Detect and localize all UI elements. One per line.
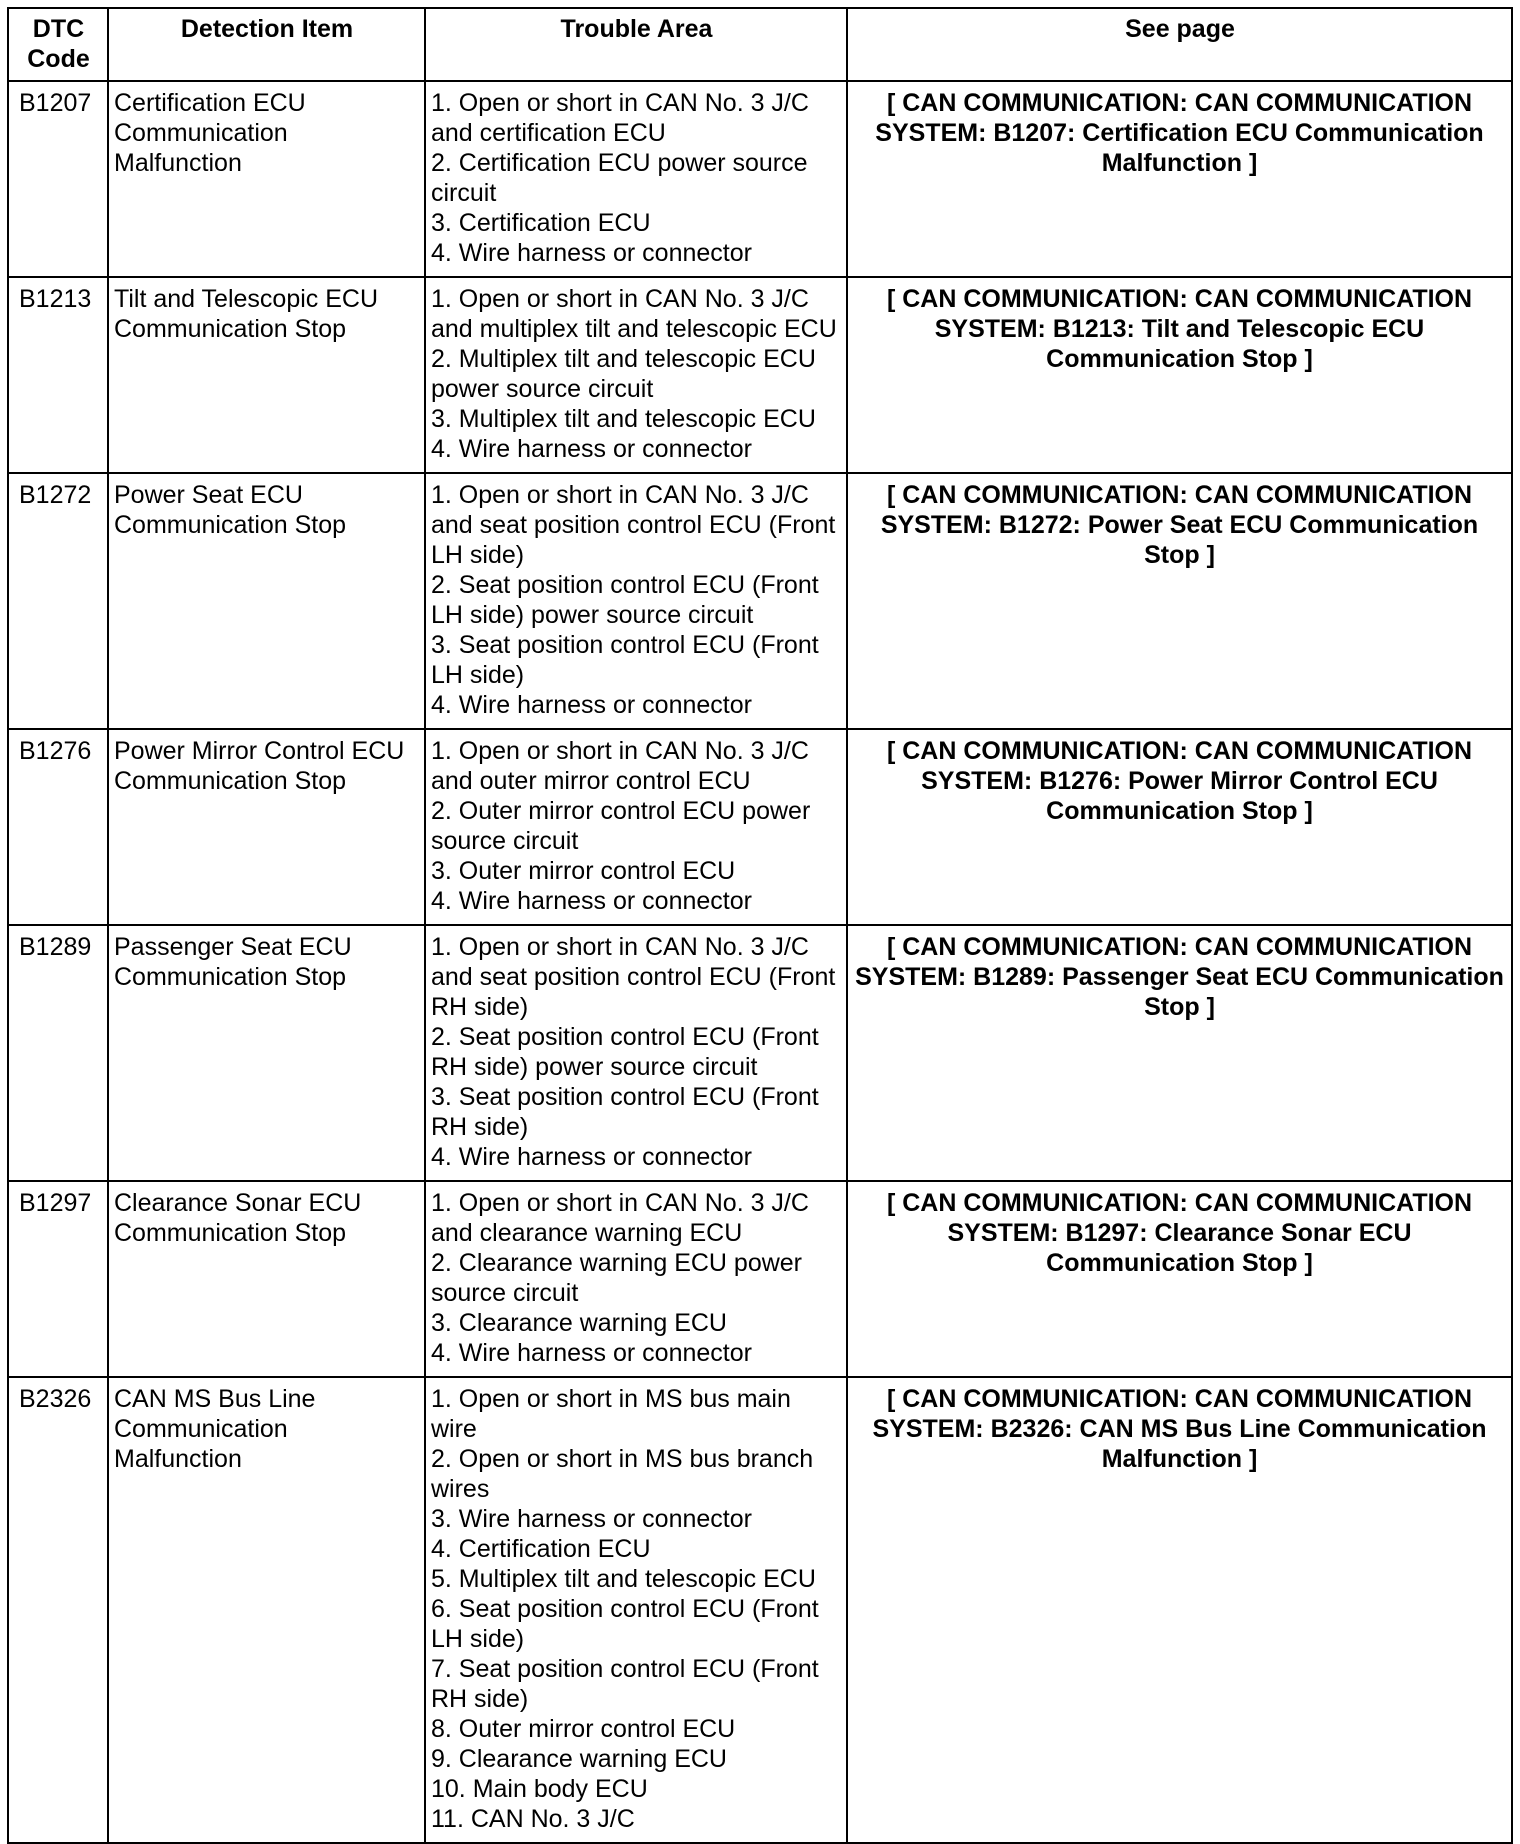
trouble-area-cell (425, 277, 847, 473)
trouble-area-cell (425, 1181, 847, 1377)
trouble-area-line: 8. Outer mirror control ECU (431, 1715, 736, 1743)
trouble-area-line: 11. CAN No. 3 J/C (431, 1805, 635, 1833)
trouble-area-line: 5. Multiplex tilt and telescopic ECU (431, 1565, 816, 1593)
dtc-table-container (7, 7, 1511, 1844)
table-header-row (8, 8, 1512, 81)
detection-item-line: Communication (114, 1415, 288, 1443)
trouble-area-line: 3. Multiplex tilt and telescopic ECU (431, 405, 816, 433)
see-page-link-line[interactable]: [ CAN COMMUNICATION: CAN COMMUNICATION (886, 1189, 1473, 1217)
trouble-area-line: power source circuit (431, 375, 654, 403)
trouble-area-line: 1. Open or short in MS bus main (431, 1385, 791, 1413)
trouble-area-line: 10. Main body ECU (431, 1775, 648, 1803)
see-page-link-line[interactable]: SYSTEM: B1272: Power Seat ECU Communication (880, 511, 1479, 539)
trouble-area-line: 2. Clearance warning ECU power (431, 1249, 803, 1277)
see-page-link-line[interactable]: SYSTEM: B2326: CAN MS Bus Line Communication (872, 1415, 1487, 1443)
trouble-area-line: 4. Certification ECU (431, 1535, 651, 1563)
detection-item-cell (108, 1181, 425, 1377)
detection-item-line: Malfunction (114, 1445, 242, 1473)
detection-item-cell (108, 1377, 425, 1843)
header-dtc-code-line: DTC (32, 15, 85, 43)
trouble-area-line: wire (431, 1415, 477, 1443)
see-page-link-line[interactable]: SYSTEM: B1289: Passenger Seat ECU Communication (855, 963, 1504, 991)
trouble-area-line: LH side) (431, 661, 525, 689)
trouble-area-line: RH side) (431, 993, 529, 1021)
see-page-link-line[interactable]: [ CAN COMMUNICATION: CAN COMMUNICATION (886, 89, 1473, 117)
trouble-area-line: and multiplex tilt and telescopic ECU (431, 315, 837, 343)
trouble-area-line: 1. Open or short in CAN No. 3 J/C (431, 933, 809, 961)
table-row (8, 729, 1512, 925)
detection-item-line: Communication Stop (114, 767, 347, 795)
trouble-area-cell (425, 729, 847, 925)
trouble-area-line: 9. Clearance warning ECU (431, 1745, 727, 1773)
detection-item-cell (108, 277, 425, 473)
trouble-area-line: source circuit (431, 827, 579, 855)
trouble-area-line: 2. Multiplex tilt and telescopic ECU (431, 345, 816, 373)
see-page-link-line[interactable]: Stop ] (1144, 541, 1215, 569)
see-page-link-line[interactable]: SYSTEM: B1297: Clearance Sonar ECU (947, 1219, 1412, 1247)
see-page-cell (847, 1377, 1512, 1843)
dtc-code-cell: B1207 (8, 81, 108, 277)
header-trouble-area: Trouble Area (425, 8, 847, 81)
see-page-link-line[interactable]: SYSTEM: B1276: Power Mirror Control ECU (921, 767, 1438, 795)
trouble-area-cell (425, 473, 847, 729)
trouble-area-line: 2. Open or short in MS bus branch (431, 1445, 814, 1473)
see-page-link-line[interactable]: Communication Stop ] (1046, 1249, 1313, 1277)
trouble-area-line: RH side) power source circuit (431, 1053, 758, 1081)
dtc-code-cell: B2326 (8, 1377, 108, 1843)
see-page-cell (847, 729, 1512, 925)
see-page-link-line[interactable]: [ CAN COMMUNICATION: CAN COMMUNICATION (886, 1385, 1473, 1413)
see-page-link-line[interactable]: Malfunction ] (1101, 1445, 1258, 1473)
trouble-area-line: 1. Open or short in CAN No. 3 J/C (431, 1189, 809, 1217)
trouble-area-line: 3. Seat position control ECU (Front (431, 1083, 819, 1111)
trouble-area-line: and seat position control ECU (Front (431, 963, 836, 991)
trouble-area-line: 7. Seat position control ECU (Front (431, 1655, 819, 1683)
trouble-area-line: and certification ECU (431, 119, 666, 147)
detection-item-cell (108, 81, 425, 277)
trouble-area-line: 2. Seat position control ECU (Front (431, 571, 819, 599)
see-page-link-line[interactable]: SYSTEM: B1213: Tilt and Telescopic ECU (934, 315, 1425, 343)
header-detection-item: Detection Item (108, 8, 425, 81)
trouble-area-line: 4. Wire harness or connector (431, 887, 752, 915)
trouble-area-line: 6. Seat position control ECU (Front (431, 1595, 819, 1623)
see-page-link-line[interactable]: Stop ] (1144, 993, 1215, 1021)
trouble-area-line: 4. Wire harness or connector (431, 691, 752, 719)
trouble-area-cell (425, 1377, 847, 1843)
trouble-area-line: 3. Clearance warning ECU (431, 1309, 727, 1337)
detection-item-line: Communication Stop (114, 1219, 347, 1247)
detection-item-line: Communication Stop (114, 963, 347, 991)
detection-item-line: Malfunction (114, 149, 242, 177)
see-page-link-line[interactable]: Communication Stop ] (1046, 797, 1313, 825)
trouble-area-line: 3. Wire harness or connector (431, 1505, 752, 1533)
trouble-area-cell (425, 925, 847, 1181)
see-page-link-line[interactable]: [ CAN COMMUNICATION: CAN COMMUNICATION (886, 481, 1473, 509)
detection-item-line: CAN MS Bus Line (114, 1385, 316, 1413)
table-row (8, 925, 1512, 1181)
trouble-area-line: 4. Wire harness or connector (431, 435, 752, 463)
trouble-area-line: 4. Wire harness or connector (431, 239, 752, 267)
detection-item-cell (108, 925, 425, 1181)
detection-item-line: Tilt and Telescopic ECU (114, 285, 379, 313)
trouble-area-line: 1. Open or short in CAN No. 3 J/C (431, 89, 809, 117)
detection-item-line: Passenger Seat ECU (114, 933, 352, 961)
header-see-page: See page (847, 8, 1512, 81)
detection-item-line: Communication (114, 119, 288, 147)
trouble-area-line: and seat position control ECU (Front (431, 511, 836, 539)
dtc-code-cell: B1289 (8, 925, 108, 1181)
dtc-code-cell: B1297 (8, 1181, 108, 1377)
trouble-area-line: 1. Open or short in CAN No. 3 J/C (431, 285, 809, 313)
trouble-area-cell (425, 81, 847, 277)
see-page-link-line[interactable]: Communication Stop ] (1046, 345, 1313, 373)
dtc-code-cell: B1276 (8, 729, 108, 925)
see-page-cell (847, 1181, 1512, 1377)
detection-item-line: Communication Stop (114, 511, 347, 539)
dtc-table (7, 7, 1513, 1844)
trouble-area-line: 3. Certification ECU (431, 209, 651, 237)
table-row (8, 81, 1512, 277)
detection-item-cell (108, 473, 425, 729)
table-row (8, 1377, 1512, 1843)
trouble-area-line: and outer mirror control ECU (431, 767, 751, 795)
see-page-link-line[interactable]: SYSTEM: B1207: Certification ECU Communication (875, 119, 1484, 147)
see-page-cell (847, 81, 1512, 277)
trouble-area-line: LH side) (431, 541, 525, 569)
trouble-area-line: 2. Outer mirror control ECU power (431, 797, 811, 825)
trouble-area-line: LH side) power source circuit (431, 601, 754, 629)
trouble-area-line: 3. Outer mirror control ECU (431, 857, 736, 885)
see-page-link-line[interactable]: [ CAN COMMUNICATION: CAN COMMUNICATION (886, 933, 1473, 961)
trouble-area-line: 1. Open or short in CAN No. 3 J/C (431, 737, 809, 765)
trouble-area-line: 4. Wire harness or connector (431, 1143, 752, 1171)
trouble-area-line: 3. Seat position control ECU (Front (431, 631, 819, 659)
detection-item-line: Certification ECU (114, 89, 306, 117)
table-row (8, 277, 1512, 473)
trouble-area-line: circuit (431, 179, 497, 207)
trouble-area-line: and clearance warning ECU (431, 1219, 743, 1247)
see-page-link-line[interactable]: Malfunction ] (1101, 149, 1258, 177)
trouble-area-line: 2. Seat position control ECU (Front (431, 1023, 819, 1051)
trouble-area-line: 1. Open or short in CAN No. 3 J/C (431, 481, 809, 509)
trouble-area-line: 2. Certification ECU power source (431, 149, 808, 177)
detection-item-line: Clearance Sonar ECU (114, 1189, 362, 1217)
dtc-code-cell: B1272 (8, 473, 108, 729)
table-row (8, 473, 1512, 729)
detection-item-line: Power Seat ECU (114, 481, 303, 509)
see-page-cell (847, 277, 1512, 473)
trouble-area-line: LH side) (431, 1625, 525, 1653)
see-page-link-line[interactable]: [ CAN COMMUNICATION: CAN COMMUNICATION (886, 285, 1473, 313)
table-row (8, 1181, 1512, 1377)
trouble-area-line: RH side) (431, 1113, 529, 1141)
detection-item-line: Power Mirror Control ECU (114, 737, 405, 765)
trouble-area-line: 4. Wire harness or connector (431, 1339, 752, 1367)
header-dtc-code-line: Code (27, 45, 90, 73)
see-page-cell (847, 473, 1512, 729)
detection-item-cell (108, 729, 425, 925)
table-body (8, 81, 1512, 1843)
see-page-cell (847, 925, 1512, 1181)
trouble-area-line: RH side) (431, 1685, 529, 1713)
trouble-area-line: source circuit (431, 1279, 579, 1307)
see-page-link-line[interactable]: [ CAN COMMUNICATION: CAN COMMUNICATION (886, 737, 1473, 765)
trouble-area-line: wires (431, 1475, 490, 1503)
header-dtc-code (8, 8, 108, 81)
dtc-code-cell: B1213 (8, 277, 108, 473)
detection-item-line: Communication Stop (114, 315, 347, 343)
